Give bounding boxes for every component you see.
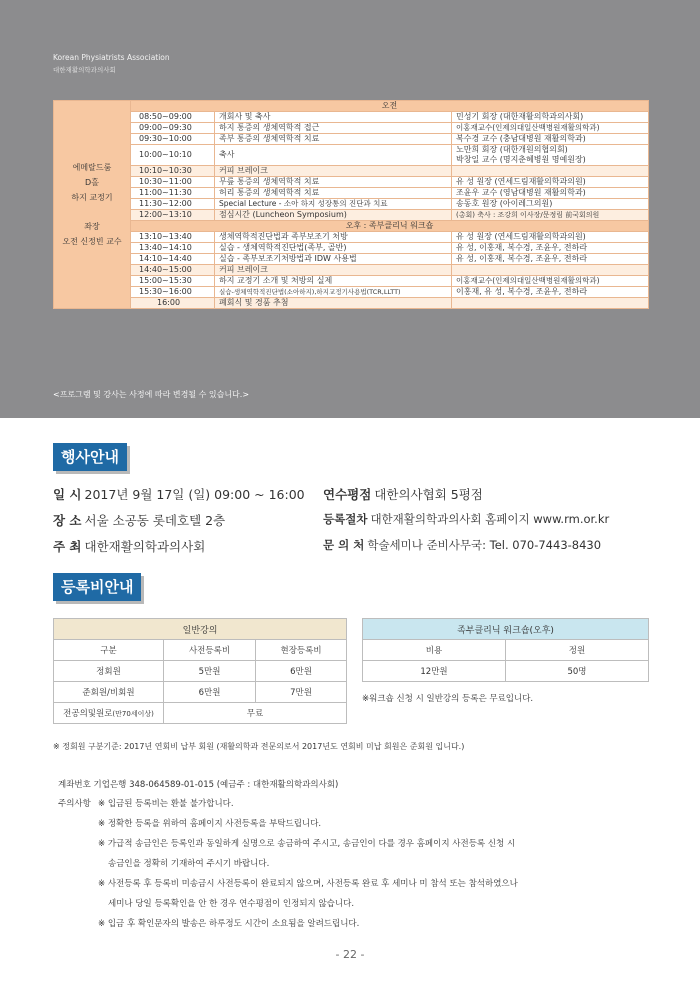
event-info-badge: 행사안내 (53, 443, 127, 471)
schedule-table (53, 100, 649, 309)
event-date: 일 시 2017년 9월 17일 (일) 09:00 ~ 16:00 (53, 487, 305, 502)
page-number: - 22 - (335, 948, 365, 961)
schedule-row: 08:50~09:00 개회사 및 축사 민성기 회장 (대한재활의학과의사회) (54, 112, 649, 123)
workshop-fee-table (362, 618, 649, 682)
morning-header: 오전 (131, 101, 649, 112)
table-row: 구분 사전등록비 현장등록비 (54, 640, 347, 661)
event-host: 주 최 대한재활의학과의사회 (53, 539, 206, 554)
schedule-row-break: 14:40~15:00 커피 브레이크 (54, 265, 649, 276)
schedule-row: 15:30~16:00 실습-생체역학적진단법(소아하지),하지교정기사용법(TCR,LLTT) 이홍재, 유 성, 복수경, 조윤우, 전하라 (54, 287, 649, 298)
schedule-row: 10:30~11:00 무릎 통증의 생체역학적 치료 유 성 원장 (연세드림재활의학과의원) (54, 177, 649, 188)
header-band (0, 0, 700, 418)
caution-note: ※ 입금된 등록비는 환불 불가합니다. (98, 799, 234, 809)
event-place: 장 소 서울 소공동 롯데호텔 2층 (53, 513, 226, 528)
room-info (54, 101, 131, 309)
org-name-ko: 대한재활의학과의사회 (53, 66, 116, 74)
table-row: 준회원/비회원 6만원 7만원 (54, 682, 347, 703)
afternoon-header: 오후 : 족부클리닉 워크숍 (131, 221, 649, 232)
schedule-row: 09:30~10:00 족부 통증의 생체역학적 치료 복수경 교수 (충남대병원 재활의학과) (54, 134, 649, 145)
caution-note: ※ 가급적 송금인은 등록인과 동일하게 실명으로 송금하여 주시고, 송금인이 다를 경우 홈페이지 사전등록 신청 시 (98, 839, 516, 849)
caution-note: 세미나 당일 등록확인을 안 한 경우 연수평점이 인정되지 않습니다. (108, 899, 355, 909)
schedule-row: 15:00~15:30 하지 교정기 소개 및 처방의 실제 이홍재교수(인제의대일산백병원재활의학과) (54, 276, 649, 287)
event-contact: 문 의 처 학술세미나 준비사무국: Tel. 070-7443-8430 (323, 538, 602, 552)
table-row: 정회원 5만원 6만원 (54, 661, 347, 682)
schedule-row: 11:00~11:30 허리 통증의 생체역학적 치료 조윤우 교수 (영남대병원 재활의학과) (54, 188, 649, 199)
table-row: 12만원 50명 (363, 661, 649, 682)
schedule-row: 09:00~09:30 하지 통증의 생체역학적 접근 이홍재교수(인제의대일산백병원재활의학과) (54, 123, 649, 134)
schedule-row: 11:30~12:00 Special Lecture - 소아 하지 성장통의 진단과 치료 송동호 원장 (아이레그의원) (54, 199, 649, 210)
event-registration: 등록절차 대한재활의학과의사회 홈페이지 www.rm.or.kr (323, 512, 610, 526)
schedule-row-break: 16:00 폐회식 및 경품 추첨 (54, 298, 649, 309)
schedule-row: 13:40~14:10 실습 - 생체역학적진단법(족부, 골반) 유 성, 이홍재, 복수경, 조윤우, 전하라 (54, 243, 649, 254)
chair-name: 오전 신정빈 교수 (62, 237, 122, 246)
general-fee-title: 일반강의 (54, 619, 347, 640)
schedule-row: 10:00~10:10 축사 노만희 회장 (대한개원의협의회) 박창일 교수 (명지춘혜병원 명예원장) (54, 145, 649, 166)
workshop-note: ※워크숍 신청 시 일반강의 등록은 무료입니다. (362, 694, 534, 704)
room-topic: 하지 교정기 (71, 193, 113, 202)
fee-info-badge: 등록비안내 (53, 573, 141, 601)
general-fee-table (53, 618, 347, 724)
schedule-note: <프로그램 및 강사는 사정에 따라 변경될 수 있습니다.> (53, 390, 250, 399)
event-credit: 연수평점 대한의사협회 5평점 (323, 487, 483, 502)
table-row: 비용 정원 (363, 640, 649, 661)
caution-note: ※ 정확한 등록을 위하여 홈페이지 사전등록을 부탁드립니다. (98, 819, 322, 829)
schedule-row: 14:10~14:40 실습 - 족부보조기처방법과 IDW 사용법 유 성, 이홍재, 복수경, 조윤우, 전하라 (54, 254, 649, 265)
caution-note: ※ 사전등록 후 등록비 미송금시 사전등록이 완료되지 않으며, 사전등록 완료 후 세미나 미 참석 또는 참석하였으나 (98, 879, 518, 889)
workshop-fee-title: 족부클리닉 워크숍(오후) (363, 619, 649, 640)
caution-note: 송금인을 정확히 기재하여 주시기 바랍니다. (108, 859, 270, 869)
table-row: 전공의및원로(만70세이상) 무료 (54, 703, 347, 724)
schedule-row: 13:10~13:40 생체역학적진단법과 족부보조기 처방 유 성 원장 (연세드림재활의학과의원) (54, 232, 649, 243)
chair-label: 좌장 (84, 222, 100, 231)
member-note: ※ 정회원 구분기준: 2017년 연회비 납부 회원 (재활의학과 전문의로서 2017년도 연회비 미납 회원은 준회원 입니다.) (53, 742, 465, 751)
room-hall: D홀 (85, 178, 99, 187)
bank-account: 계좌번호 기업은행 348-064589-01-015 (예금주 : 대한재활의학과의사회) (58, 780, 339, 790)
caution-note: ※ 입금 후 확인문자의 발송은 하루정도 시간이 소요됨을 알려드립니다. (98, 919, 360, 929)
caution-label: 주의사항 (58, 799, 91, 809)
room-name: 에메랄드룸 (72, 163, 112, 172)
schedule-row-break: 12:00~13:10 점심시간 (Luncheon Symposium) (총회) 축사 : 조강희 이사장/문정림 前국회의원 (54, 210, 649, 221)
schedule-row-break: 10:10~10:30 커피 브레이크 (54, 166, 649, 177)
org-name-en: Korean Physiatrists Association (53, 53, 170, 62)
